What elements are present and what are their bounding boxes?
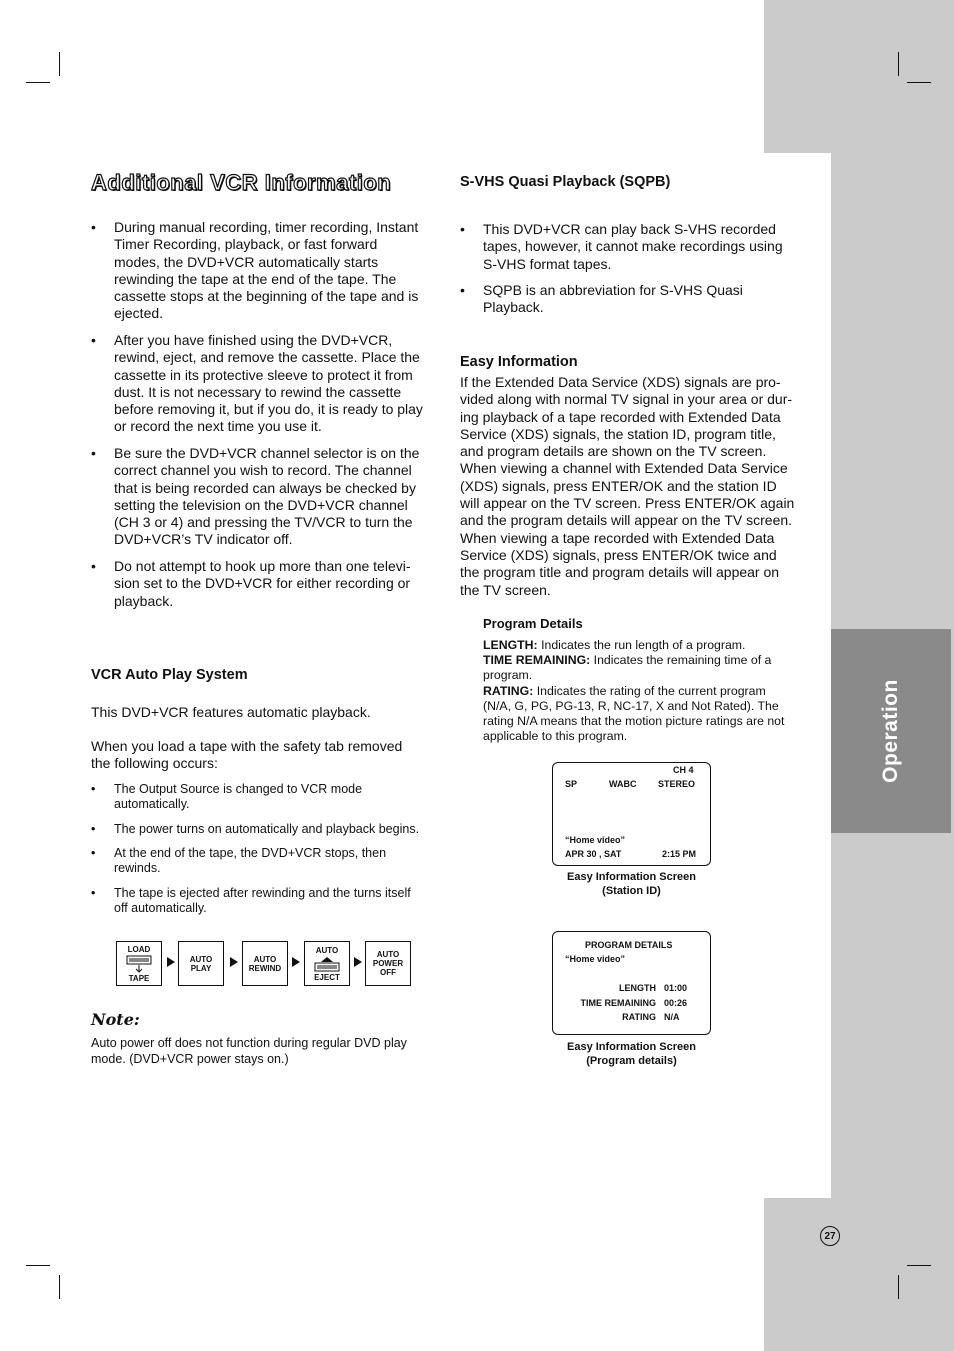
flow-step-load-tape: LOAD TAPE — [116, 941, 162, 986]
flow-step-auto-eject: AUTO EJECT — [304, 941, 350, 986]
program-details-text: LENGTH: Indicates the run length of a program. TIME REMAINING: Indicates the remaining time of a program. RATING: Indicates the rating of the current program (N/A, G, PG, PG-13, R, NC-17, X and Not Rated). The rating N/A means that the motion picture ratings are not applicable to this program. — [483, 638, 785, 744]
page-title: Additional VCR Information — [91, 170, 392, 195]
page-number: 27 — [820, 1226, 840, 1246]
screen-caption: Easy Information Screen (Station ID) — [567, 871, 696, 897]
margin-band-bottom — [764, 1198, 954, 1351]
flow-arrow-icon — [230, 957, 238, 967]
remaining-value: 00:26 — [664, 998, 688, 1008]
margin-band-top — [764, 0, 954, 153]
rating-label: RATING — [622, 1012, 656, 1022]
auto-play-intro: This DVD+VCR features automatic playback. — [91, 704, 371, 720]
flow-arrow-icon — [167, 957, 175, 967]
crop-mark — [59, 52, 60, 76]
remaining-label: TIME REMAINING — [580, 998, 656, 1008]
crop-mark — [898, 52, 899, 76]
flow-step-auto-power-off: AUTO POWER OFF — [365, 941, 411, 986]
tv-screen-program-details — [552, 931, 711, 1035]
tv-screen-station-id — [552, 762, 711, 866]
screen-header: PROGRAM DETAILS — [585, 940, 673, 950]
program-title: “Home video” — [565, 835, 626, 845]
station-readout: WABC — [609, 779, 637, 789]
speed-readout: SP — [565, 779, 578, 789]
section-heading-auto-play: VCR Auto Play System — [91, 667, 248, 683]
program-title: “Home video” — [565, 954, 626, 964]
auto-play-lead: When you load a tape with the safety tab removed the following occurs: — [91, 738, 403, 772]
note-label: Note: — [91, 1010, 140, 1029]
screen-caption: Easy Information Screen (Program details) — [567, 1041, 696, 1067]
note-text: Auto power off does not function during regular DVD play mode. (DVD+VCR power stays on.) — [91, 1036, 407, 1066]
time-readout: 2:15 PM — [662, 849, 697, 859]
channel-readout: CH 4 — [673, 765, 694, 775]
length-label: LENGTH — [619, 983, 656, 993]
section-tab-label: Operation — [879, 679, 902, 783]
eject-cassette-icon — [314, 956, 340, 972]
crop-mark — [907, 1265, 931, 1266]
crop-mark — [898, 1275, 899, 1299]
flow-step-auto-play: AUTO PLAY — [178, 941, 224, 986]
section-heading-easy-info: Easy Information — [460, 354, 578, 370]
easy-info-text: If the Extended Data Service (XDS) signals are pro- vided along with normal TV signal in your area or dur- ing playback of a tape recorded with Extended Data Service (XDS) signals, the station ID, program title, and program details are shown on the TV screen. When viewing a channel with Extended Data Service (XDS) signals, press ENTER/OK and the station ID will appear on the TV screen. Press ENTER/OK again and the program details will appear on the TV screen. When viewing a tape recorded with Extended Data Service (XDS) signals, press ENTER/OK twice and the program title and program details will appear on the TV screen. — [460, 374, 795, 598]
audio-readout: STEREO — [658, 779, 696, 789]
rating-value: N/A — [664, 1012, 680, 1022]
section-tab — [831, 629, 951, 833]
crop-mark — [26, 1265, 50, 1266]
section-heading-sqpb: S-VHS Quasi Playback (SQPB) — [460, 174, 671, 190]
crop-mark — [26, 82, 50, 83]
cassette-icon — [126, 955, 152, 973]
flow-step-auto-rewind: AUTO REWIND — [242, 941, 288, 986]
flow-arrow-icon — [292, 957, 300, 967]
flow-arrow-icon — [354, 957, 362, 967]
program-details-heading: Program Details — [483, 616, 583, 631]
length-value: 01:00 — [664, 983, 688, 993]
date-readout: APR 30 , SAT — [565, 849, 622, 859]
crop-mark — [907, 82, 931, 83]
crop-mark — [59, 1275, 60, 1299]
